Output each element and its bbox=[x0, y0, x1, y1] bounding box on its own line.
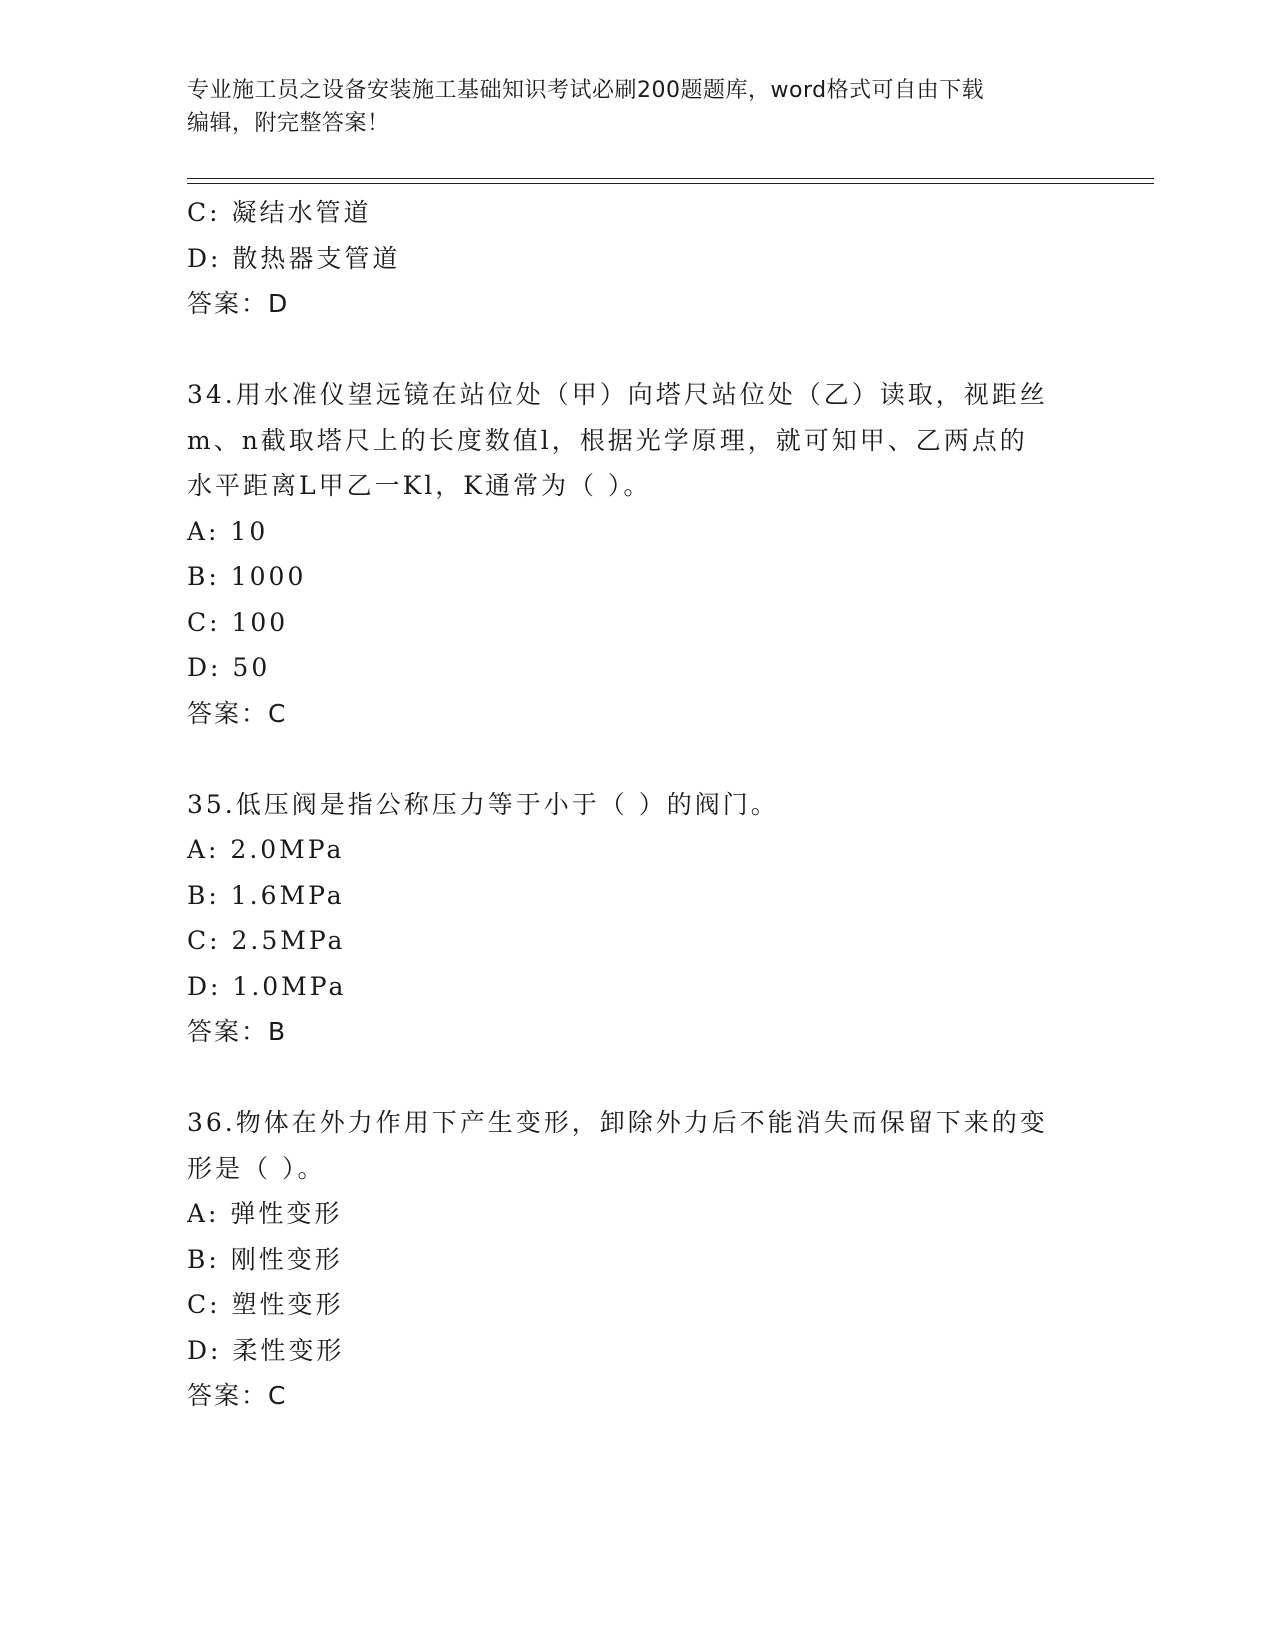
question-text-line: 形是（ ）。 bbox=[187, 1153, 326, 1183]
header-line-2: 编辑，附完整答案！ bbox=[187, 111, 390, 136]
option-d: D: 散热器支管道 bbox=[187, 243, 401, 273]
answer-line: 答案：C bbox=[187, 698, 288, 728]
document-header bbox=[187, 74, 1087, 140]
question-block-33 bbox=[187, 190, 1087, 327]
question-block-36 bbox=[187, 1100, 1087, 1419]
question-text-line: 34.用水准仪望远镜在站位处（甲）向塔尺站位处（乙）读取，视距丝 bbox=[187, 380, 1048, 409]
question-block-34 bbox=[187, 372, 1087, 736]
option-d: D: 柔性变形 bbox=[187, 1335, 345, 1365]
option-d: D: 1.0MPa bbox=[187, 971, 347, 1001]
option-b: B: 1000 bbox=[187, 562, 307, 591]
question-text-line: 35.低压阀是指公称压力等于小于（ ）的阀门。 bbox=[187, 789, 779, 819]
question-list bbox=[187, 190, 1087, 1419]
option-c: C: 凝结水管道 bbox=[187, 198, 372, 227]
answer-line: 答案：C bbox=[187, 1381, 288, 1410]
spacer bbox=[187, 1055, 1087, 1101]
question-text-line: m、n截取塔尺上的长度数值l，根据光学原理，就可知甲、乙两点的 bbox=[187, 425, 1028, 455]
option-c: C: 100 bbox=[187, 607, 289, 637]
answer-line: 答案：D bbox=[187, 289, 290, 318]
header-line-1: 专业施工员之设备安装施工基础知识考试必刷200题题库，word格式可自由下载 bbox=[187, 78, 985, 103]
answer-line: 答案：B bbox=[187, 1017, 288, 1046]
option-c: C: 塑性变形 bbox=[187, 1290, 344, 1319]
option-c: C: 2.5MPa bbox=[187, 926, 346, 955]
question-text-line: 水平距离L甲乙一Kl，K通常为（ ）。 bbox=[187, 471, 652, 500]
option-a: A: 10 bbox=[187, 516, 269, 546]
header-divider-bottom bbox=[187, 183, 1154, 184]
option-b: B: 1.6MPa bbox=[187, 880, 345, 910]
option-a: A: 弹性变形 bbox=[187, 1199, 343, 1228]
question-text-line: 36.物体在外力作用下产生变形，卸除外力后不能消失而保留下来的变 bbox=[187, 1108, 1048, 1137]
option-a: A: 2.0MPa bbox=[187, 835, 345, 864]
question-block-35 bbox=[187, 782, 1087, 1055]
option-d: D: 50 bbox=[187, 653, 271, 682]
header-divider-top bbox=[187, 178, 1154, 179]
spacer bbox=[187, 327, 1087, 373]
option-b: B: 刚性变形 bbox=[187, 1244, 343, 1274]
spacer bbox=[187, 736, 1087, 782]
